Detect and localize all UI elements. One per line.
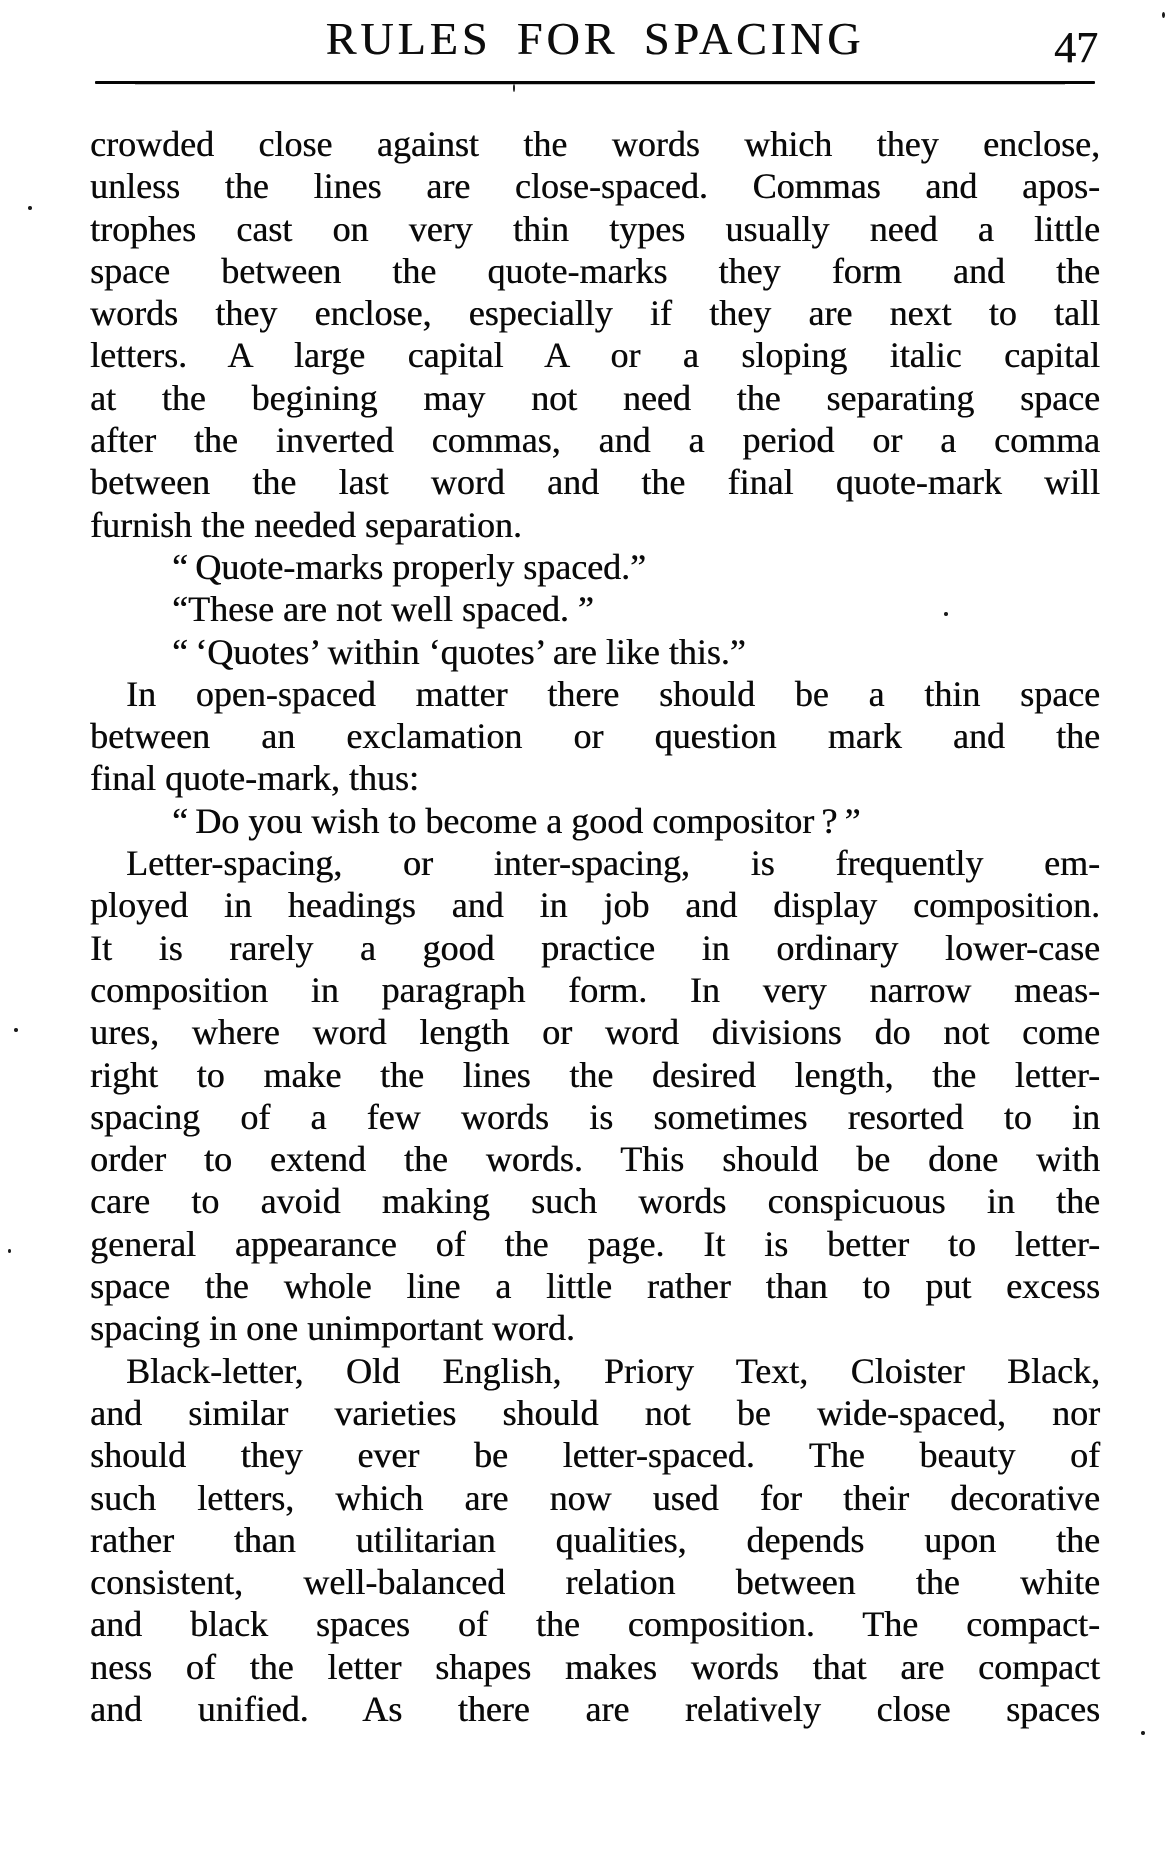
text-line: In open-spaced matter there should be a thin space <box>126 673 1100 714</box>
text-line: “ Do you wish to become a good compositor ? ” <box>172 800 861 841</box>
text-line: trophes cast on very thin types usually need a little <box>90 208 1100 249</box>
running-header <box>90 10 1100 76</box>
text-line: “ ‘Quotes’ within ‘quotes’ are like this.” <box>172 631 746 672</box>
ink-speck <box>28 206 32 210</box>
text-line: general appearance of the page. It is better to letter- <box>90 1223 1100 1264</box>
page-number: 47 <box>1054 23 1098 72</box>
ink-speck <box>1141 1731 1145 1735</box>
page-body <box>90 123 1100 1730</box>
text-line: at the begining may not need the separating space <box>90 377 1100 418</box>
text-line: crowded close against the words which they enclose, <box>90 124 1100 164</box>
ink-speck <box>1162 12 1165 18</box>
text-line: It is rarely a good practice in ordinary lower-case <box>90 927 1100 968</box>
text-line: ness of the letter shapes makes words that are compact <box>90 1646 1100 1687</box>
text-line: Letter-spacing, or inter-spacing, is frequently em- <box>126 843 1100 884</box>
text-line: and similar varieties should not be wide-spaced, nor <box>90 1392 1100 1433</box>
text-line: rather than utilitarian qualities, depends upon the <box>90 1519 1100 1560</box>
page-title: RULES FOR SPACING <box>325 13 865 64</box>
text-line: space between the quote-marks they form and the <box>90 250 1100 291</box>
text-line: and black spaces of the composition. The compact- <box>90 1604 1100 1645</box>
text-line: “ Quote-marks properly spaced.” <box>172 546 647 587</box>
text-line: composition in paragraph form. In very narrow meas- <box>90 969 1100 1010</box>
text-line: spacing in one unimportant word. <box>90 1308 575 1349</box>
text-line: final quote-mark, thus: <box>90 758 419 799</box>
text-line: furnish the needed separation. <box>90 504 522 545</box>
text-line: letters. A large capital A or a sloping italic capital <box>90 335 1100 376</box>
text-line: Black-letter, Old English, Priory Text, Cloister Black, <box>126 1350 1100 1391</box>
text-line: order to extend the words. This should be done with <box>90 1139 1100 1180</box>
text-line: right to make the lines the desired length, the letter- <box>90 1054 1100 1095</box>
text-line: words they enclose, especially if they are next to tall <box>90 293 1100 334</box>
text-line: and unified. As there are relatively close spaces <box>90 1688 1100 1729</box>
text-line: space the whole line a little rather than to put excess <box>90 1266 1100 1307</box>
text-line: care to avoid making such words conspicuous in the <box>90 1181 1100 1222</box>
text-line: ployed in headings and in job and display composition. <box>90 885 1100 926</box>
text-line: “These are not well spaced. ” <box>172 589 594 630</box>
text-line: after the inverted commas, and a period or a comma <box>90 420 1100 461</box>
ink-speck <box>8 1249 11 1253</box>
text-line: spacing of a few words is sometimes resorted to in <box>90 1096 1100 1137</box>
ink-speck <box>14 1028 18 1032</box>
text-line: should they ever be letter-spaced. The beauty of <box>90 1435 1100 1476</box>
ink-speck <box>944 612 948 616</box>
text-line: ures, where word length or word divisions do not come <box>90 1012 1100 1053</box>
text-line: such letters, which are now used for their decorative <box>90 1477 1100 1518</box>
ink-speck <box>513 84 515 92</box>
text-line: between the last word and the final quote-mark will <box>90 462 1100 503</box>
text-line: unless the lines are close-spaced. Commas and apos- <box>90 166 1100 207</box>
header-rule <box>95 81 1095 84</box>
text-line: consistent, well-balanced relation between the white <box>90 1562 1100 1603</box>
text-line: between an exclamation or question mark and the <box>90 716 1100 757</box>
